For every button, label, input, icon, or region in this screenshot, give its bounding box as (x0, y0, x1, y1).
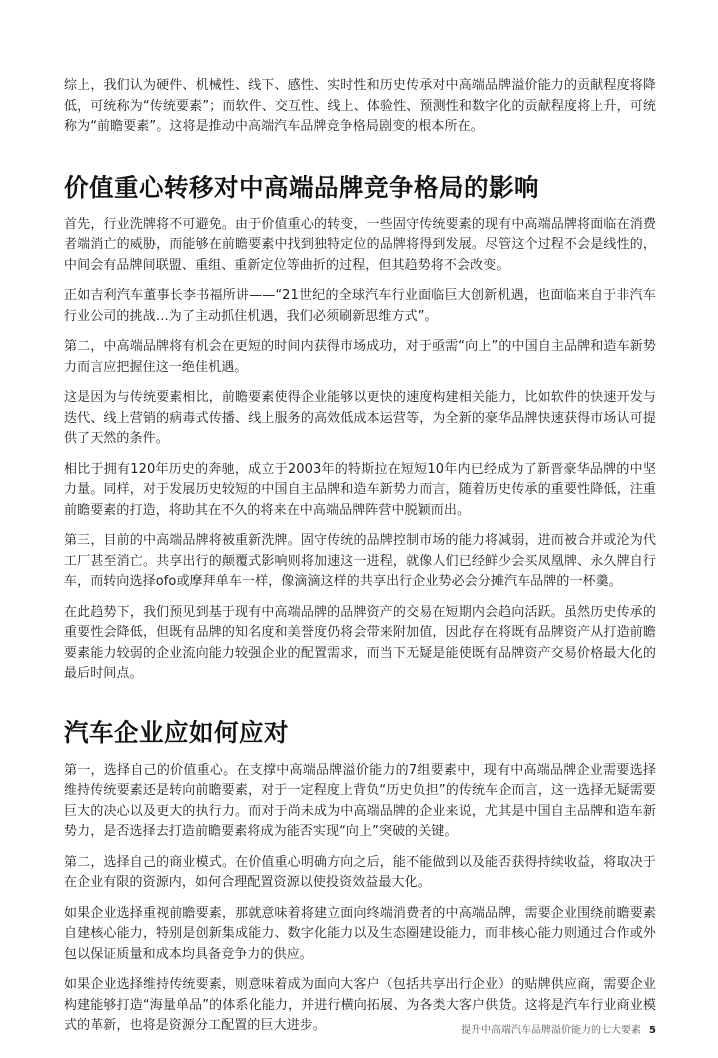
document-body (64, 76, 656, 1047)
section2-paragraph-1: 第一，选择自己的价值重心。在支撑中高端品牌溢价能力的7组要素中，现有中高端品牌企业需要选择维持传统要素还是转向前瞻要素，对于一定程度上背负“历史负担”的传统车企而言，这一选择无疑需要巨大的决心以及更大的执行力。而对于尚未成为中高端品牌的企业来说，尤其是中国自主品牌和造车新势力，是否选择去打造前瞻要素将成为能否实现“向上”突破的关键。 (64, 762, 656, 839)
section1-paragraph-1: 首先，行业洗牌将不可避免。由于价值重心的转变，一些固守传统要素的现有中高端品牌将面临在消费者端消亡的威胁，而能够在前瞻要素中找到独特定位的品牌将得到发展。尽管这个过程不会是线性的，中间会有品牌间联盟、重组、重新定位等曲折的过程，但其趋势将不会改变。 (64, 216, 656, 273)
section2-paragraph-3: 如果企业选择重视前瞻要素，那就意味着将建立面向终端消费者的中高端品牌，需要企业围绕前瞻要素自建核心能力，特别是创新集成能力、数字化能力以及生态圈建设能力，而非核心能力则通过合作或外包以保证质量和成本均具备竞争力的供应。 (64, 905, 656, 962)
section1-paragraph-5: 相比于拥有120年历史的奔驰，成立于2003年的特斯拉在短短10年内已经成为了新晋豪华品牌的中坚力量。同样，对于发展历史较短的中国自主品牌和造车新势力而言，随着历史传承的重要性降低，注重前瞻要素的打造，将助其在不久的将来在中高端品牌阵营中脱颖而出。 (64, 461, 656, 518)
footer-report-title: 提升中高端汽车品牌溢价能力的七大要素 (461, 1025, 642, 1036)
page-footer (461, 1021, 656, 1036)
section1-paragraph-7: 在此趋势下，我们预见到基于现有中高端品牌的品牌资产的交易在短期内会趋向活跃。虽然历史传承的重要性会降低，但既有品牌的知名度和美誉度仍将会带来附加值，因此存在将既有品牌资产从打造前瞻要素能力较弱的企业流向能力较强企业的配置需求，而当下无疑是能使既有品牌资产交易价格最大化的最后时间点。 (64, 604, 656, 681)
section1-paragraph-6: 第三，目前的中高端品牌将被重新洗牌。固守传统的品牌控制市场的能力将减弱，进而被合并或沦为代工厂甚至消亡。共享出行的颠覆式影响则将加速这一进程，就像人们已经鲜少会买凤凰牌、永久牌自行车，而转向选择ofo或摩拜单车一样，像滴滴这样的共享出行企业势必会分摊汽车品牌的一杯羹。 (64, 533, 656, 589)
section1-paragraph-2: 正如吉利汽车董事长李书福所讲——“21世纪的全球汽车行业面临巨大创新机遇，也面临来自于非汽车行业公司的挑战…为了主动抓住机遇，我们必须刷新思维方式”。 (64, 288, 656, 324)
page-number: 5 (649, 1025, 656, 1036)
intro-conclusion-paragraph: 综上，我们认为硬件、机械性、线下、感性、实时性和历史传承对中高端品牌溢价能力的贡献程度将降低，可统称为“传统要素”；而软件、交互性、线上、体验性、预测性和数字化的贡献程度将上升，可统称为“前瞻要素”。这将是推动中高端汽车品牌竞争格局剧变的根本所在。 (64, 78, 656, 134)
section2-paragraph-4: 如果企业选择维持传统要素，则意味着成为面向大客户（包括共享出行企业）的贴牌供应商，需要企业构建能够打造“海量单品”的体系化能力，并进行横向拓展、为各类大客户供货。这将是汽车行业商业模式的革新，也将是资源分工配置的巨大进步。 (64, 977, 656, 1033)
section2-paragraph-2: 第二，选择自己的商业模式。在价值重心明确方向之后，能不能做到以及能否获得持续收益，将取决于在企业有限的资源内，如何合理配置资源以使投资效益最大化。 (64, 854, 656, 890)
section-title-how-to-respond: 汽车企业应如何应对 (64, 717, 289, 747)
section1-paragraph-3: 第二，中高端品牌将有机会在更短的时间内获得市场成功，对于亟需“向上”的中国自主品牌和造车新势力而言应把握住这一绝佳机遇。 (64, 339, 656, 375)
section1-paragraph-4: 这是因为与传统要素相比，前瞻要素使得企业能够以更快的速度构建相关能力，比如软件的快速开发与迭代、线上营销的病毒式传播、线上服务的高效低成本运营等，为全新的豪华品牌快速获得市场认可提供了天然的条件。 (64, 390, 656, 446)
section-title-value-shift: 价值重心转移对中高端品牌竞争格局的影响 (64, 172, 539, 202)
